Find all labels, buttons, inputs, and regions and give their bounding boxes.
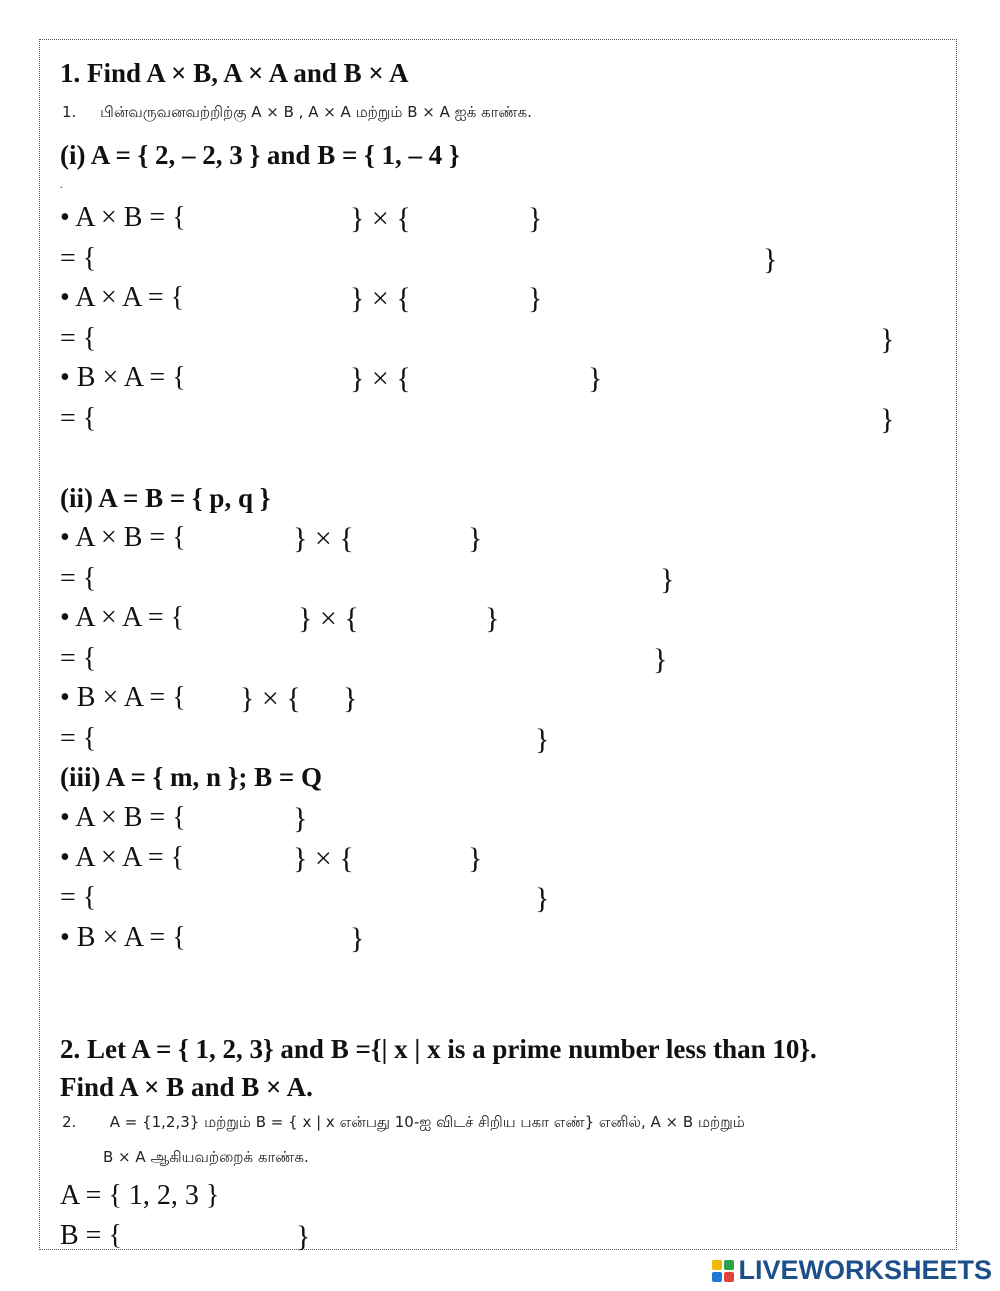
part-iii-axa-row — [60, 842, 184, 874]
row-end-brace: } — [588, 362, 603, 395]
question-2-tamil-line-2: B × A ஆகியவற்றைக் காண்க. — [103, 1148, 309, 1166]
row-end-brace: } — [468, 522, 483, 555]
row-end-brace: } — [528, 282, 543, 315]
logo-text: LIVEWORKSHEETS — [738, 1255, 992, 1285]
part-iii-axb-row — [60, 802, 186, 834]
row-label: • B × A = { — [60, 922, 186, 953]
part-ii-bxa-result-input[interactable] — [100, 725, 530, 751]
row-label: • A × B = { — [60, 802, 186, 833]
part-i-axa-set-a-input[interactable] — [205, 284, 350, 310]
part-ii-axb-result-row — [60, 563, 96, 595]
question-2-tamil-line-1 — [62, 1113, 745, 1133]
row-end-brace: } — [468, 842, 483, 875]
part-iii-axb-input[interactable] — [205, 804, 293, 830]
part-i-axa-row — [60, 282, 184, 314]
row-end-brace: } — [485, 602, 500, 635]
part-i-axa-result-input[interactable] — [100, 325, 875, 351]
part-ii-bxa-set-b-input[interactable] — [305, 684, 341, 710]
question-1-number: 1. — [60, 58, 81, 88]
row-end-brace: } — [880, 323, 895, 356]
row-end-brace: } — [660, 563, 675, 596]
row-label: • A × A = { — [60, 842, 185, 873]
row-mid-brace: } × { — [240, 682, 301, 715]
row-end-brace: } — [653, 643, 668, 676]
part-i-bxa-result-input[interactable] — [100, 405, 875, 431]
part-ii-axb-set-b-input[interactable] — [360, 524, 465, 550]
row-label: = { — [60, 643, 97, 674]
row-label: • B × A = { — [60, 362, 186, 393]
part-i-axb-result-row — [60, 243, 96, 275]
part-ii-axa-result-row — [60, 643, 96, 675]
part-i-bxa-row — [60, 362, 186, 394]
row-label: = { — [60, 882, 97, 913]
row-end-brace: } — [535, 723, 550, 756]
part-iii-bxa-input[interactable] — [205, 924, 350, 950]
row-mid-brace: } × { — [293, 842, 354, 875]
part-ii-axb-set-a-input[interactable] — [205, 524, 293, 550]
stray-dot: . — [60, 180, 63, 191]
question-2-tamil-text: A = {1,2,3} மற்றும் B = { x | x என்பது 10-ஐ விடச் சிறிய பகா எண்} எனில், A × B மற்றும் — [109, 1113, 745, 1131]
part-i-bxa-set-a-input[interactable] — [205, 364, 350, 390]
question-1-tamil-number: 1. — [62, 103, 77, 121]
part-i-axb-row — [60, 202, 186, 234]
row-end-brace: } — [535, 882, 550, 915]
row-label: = { — [60, 563, 97, 594]
liveworksheets-logo — [712, 1255, 992, 1286]
row-label: = { — [60, 243, 97, 274]
part-iii-heading: (iii) A = { m, n }; B = Q — [60, 762, 323, 792]
question-2-title-line-2: Find A × B and B × A. — [60, 1072, 313, 1102]
question-2-title-line-1: 2. Let A = { 1, 2, 3} and B ={| x | x is a prime number less than 10}. — [60, 1034, 817, 1064]
logo-square — [712, 1272, 722, 1282]
question-2-tamil-number: 2. — [62, 1113, 77, 1131]
row-mid-brace: } × { — [350, 282, 411, 315]
part-ii-bxa-row — [60, 682, 186, 714]
row-label: B = { — [60, 1220, 122, 1251]
part-iii-axa-result-input[interactable] — [100, 884, 530, 910]
part-i-bxa-set-b-input[interactable] — [418, 364, 583, 390]
row-end-brace: } — [343, 682, 358, 715]
part-i-heading: (i) A = { 2, – 2, 3 } and B = { 1, – 4 } — [60, 140, 460, 170]
row-end-brace: } — [880, 403, 895, 436]
part-ii-axa-set-b-input[interactable] — [365, 604, 483, 630]
row-label: • A × B = { — [60, 522, 186, 553]
row-mid-brace: } × { — [350, 202, 411, 235]
part-i-axb-set-a-input[interactable] — [205, 204, 350, 230]
row-mid-brace: } × { — [293, 522, 354, 555]
question-2-set-a: A = { 1, 2, 3 } — [60, 1180, 220, 1211]
part-ii-heading: (ii) A = B = { p, q } — [60, 483, 271, 513]
part-ii-axa-result-input[interactable] — [100, 645, 650, 671]
part-ii-bxa-set-a-input[interactable] — [205, 684, 238, 710]
part-ii-axa-set-a-input[interactable] — [205, 604, 298, 630]
question-2-set-b-input[interactable] — [130, 1222, 292, 1248]
row-label: • A × A = { — [60, 602, 185, 633]
part-ii-axa-row — [60, 602, 184, 634]
part-iii-axa-set-a-input[interactable] — [205, 844, 293, 870]
row-end-brace: } — [296, 1220, 311, 1253]
logo-square — [724, 1260, 734, 1270]
row-label: = { — [60, 403, 97, 434]
part-iii-axa-result-row — [60, 882, 96, 914]
question-1-tamil — [62, 103, 532, 123]
row-end-brace: } — [528, 202, 543, 235]
part-ii-axb-row — [60, 522, 186, 554]
logo-square — [712, 1260, 722, 1270]
row-label: = { — [60, 723, 97, 754]
part-i-axa-result-row — [60, 323, 96, 355]
part-ii-bxa-result-row — [60, 723, 96, 755]
row-mid-brace: } × { — [350, 362, 411, 395]
part-i-bxa-result-row — [60, 403, 96, 435]
question-1-text: Find A × B, A × A and B × A — [87, 58, 409, 88]
part-iii-bxa-row — [60, 922, 186, 954]
row-label: = { — [60, 323, 97, 354]
logo-square — [724, 1272, 734, 1282]
row-end-brace: } — [763, 243, 778, 276]
question-1-title — [60, 58, 409, 89]
part-ii-axb-result-input[interactable] — [100, 565, 655, 591]
logo-icon — [712, 1260, 734, 1282]
question-1-tamil-text: பின்வருவனவற்றிற்கு A × B , A × A மற்றும் B × A ஐக் காண்க. — [100, 103, 532, 121]
row-mid-brace: } × { — [298, 602, 359, 635]
part-iii-axa-set-b-input[interactable] — [360, 844, 465, 870]
row-label: • A × A = { — [60, 282, 185, 313]
question-2-set-b-row — [60, 1220, 122, 1252]
row-end-brace: } — [293, 802, 308, 835]
row-end-brace: } — [350, 922, 365, 955]
part-i-axb-result-input[interactable] — [100, 245, 760, 271]
row-label: • B × A = { — [60, 682, 186, 713]
part-i-axb-set-b-input[interactable] — [418, 204, 528, 230]
row-label: • A × B = { — [60, 202, 186, 233]
part-i-axa-set-b-input[interactable] — [418, 284, 528, 310]
